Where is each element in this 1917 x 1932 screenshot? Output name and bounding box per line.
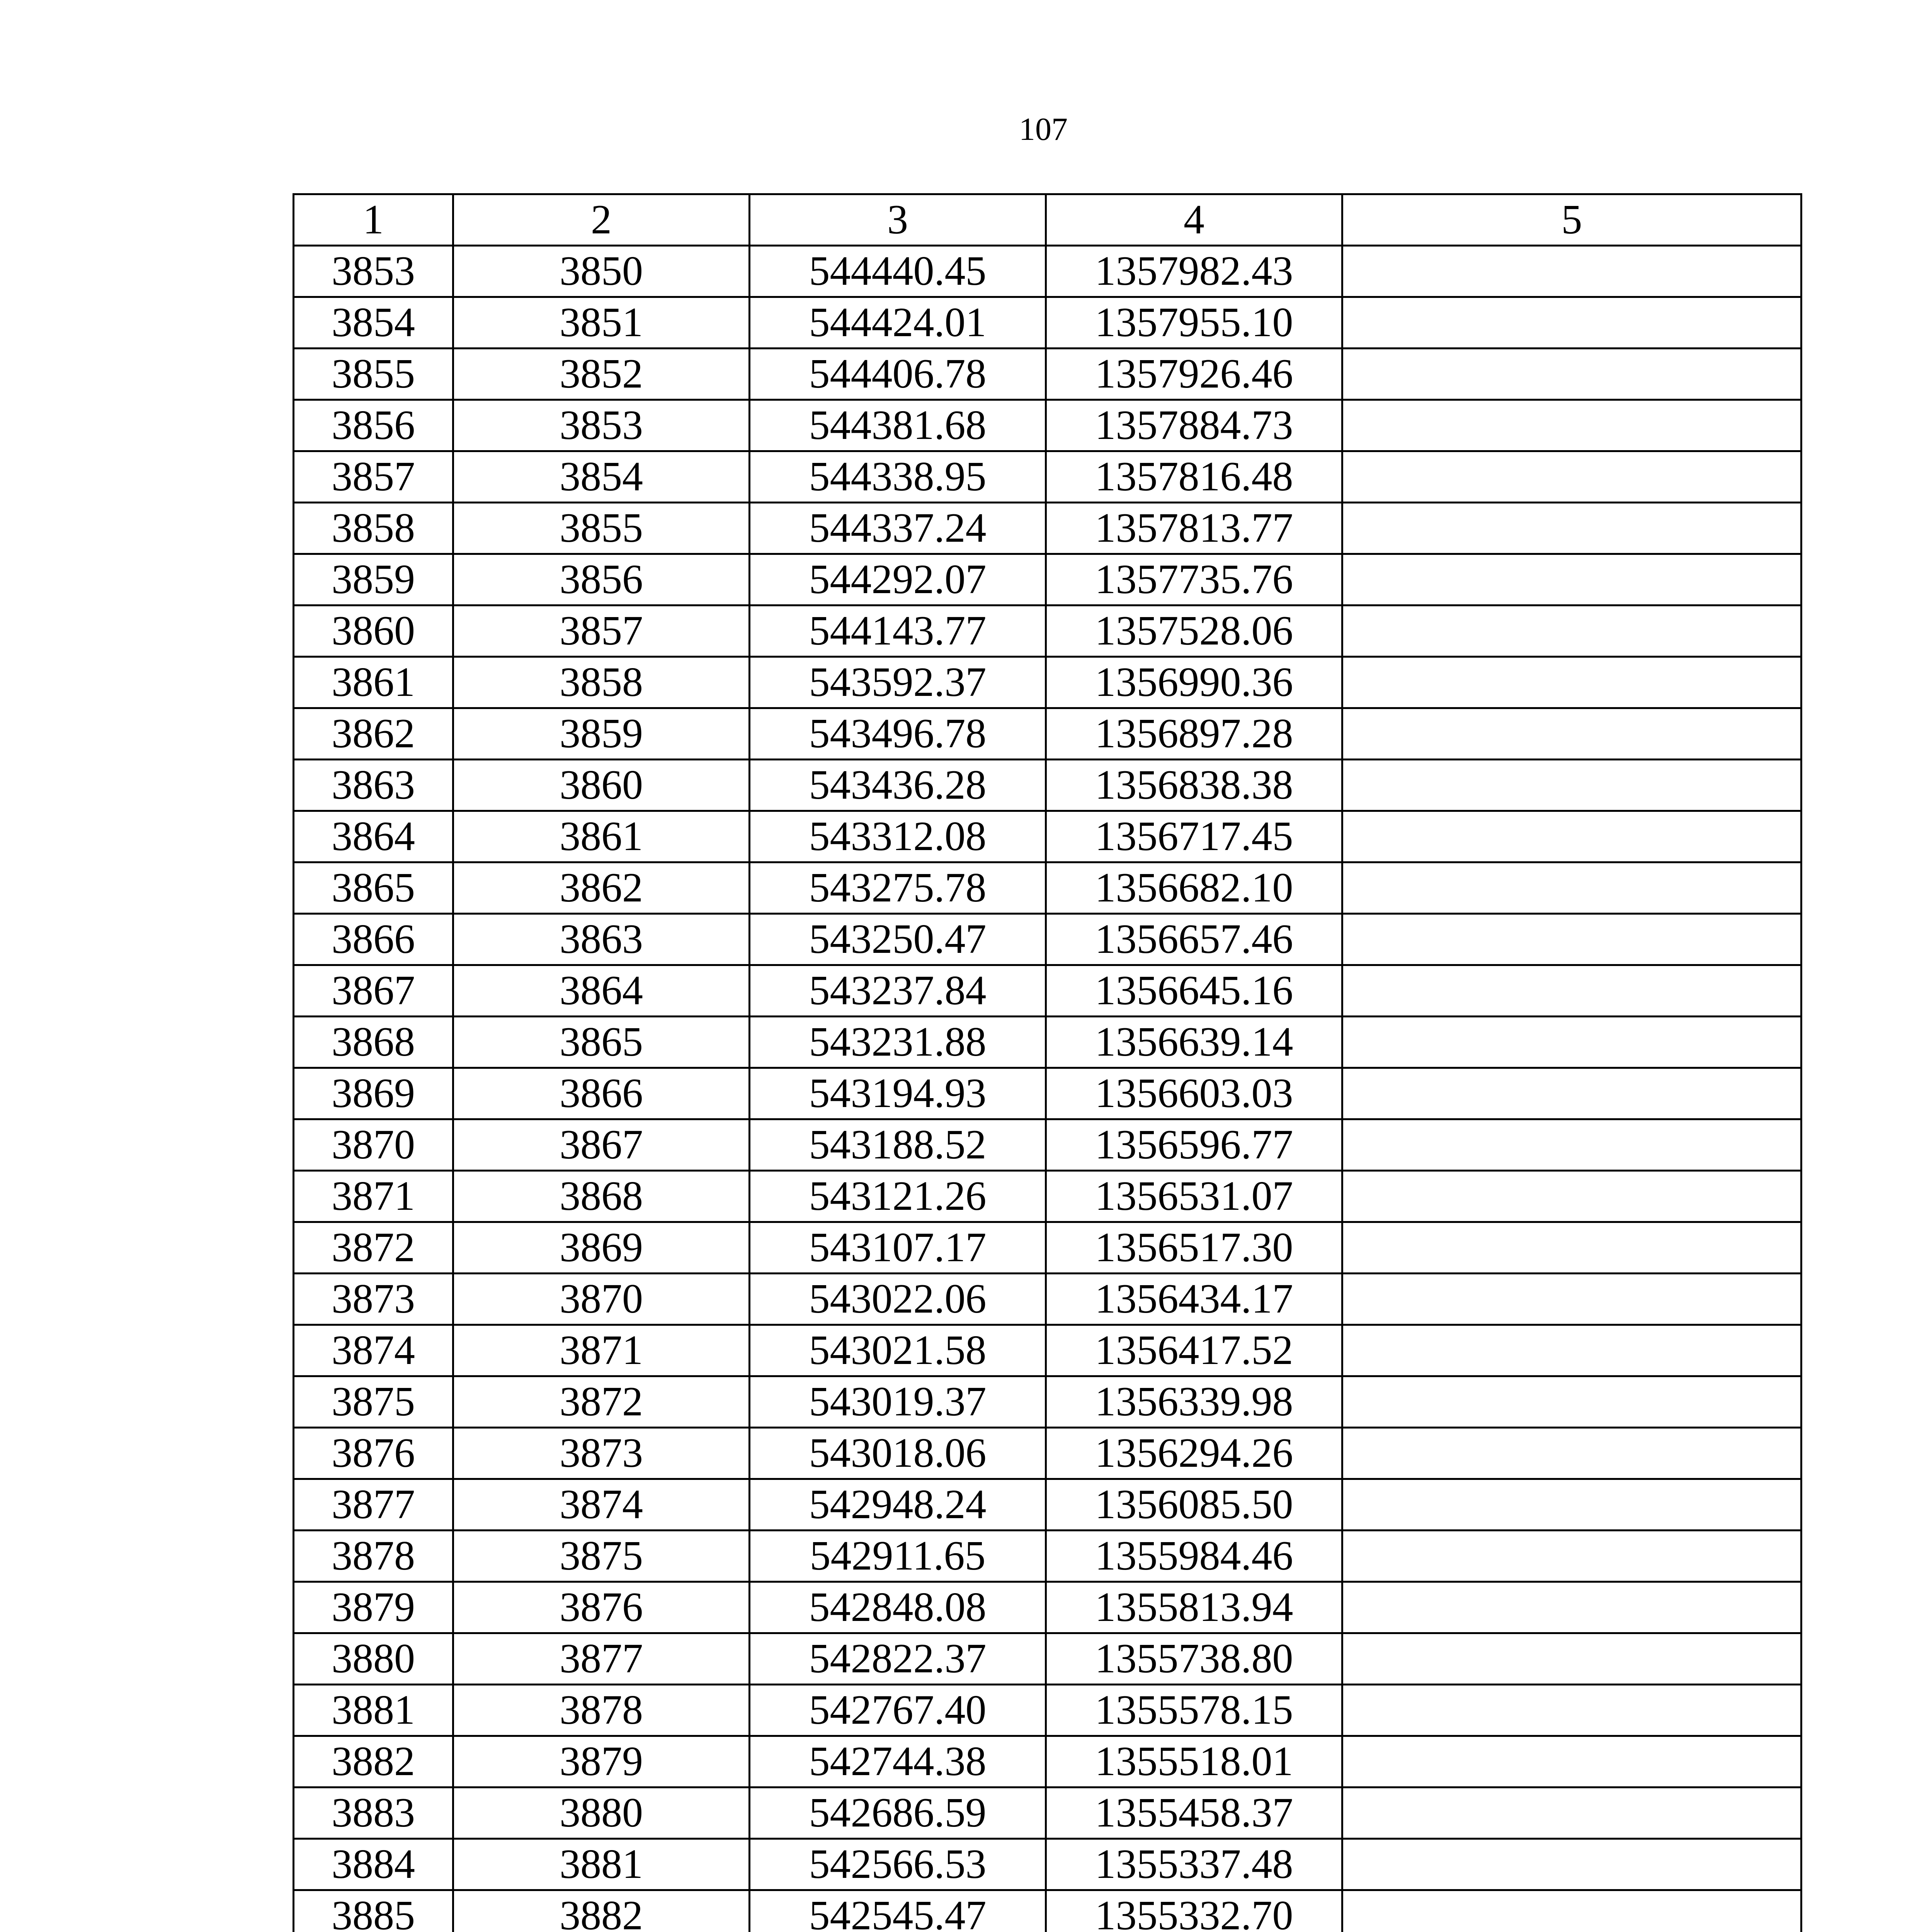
note-cell (1342, 400, 1801, 451)
y-coordinate-cell: 1355518.01 (1046, 1736, 1342, 1787)
x-coordinate-cell: 542822.37 (750, 1633, 1046, 1685)
x-coordinate-cell: 544424.01 (750, 297, 1046, 349)
x-coordinate-cell: 544338.95 (750, 451, 1046, 503)
y-coordinate-cell: 1356517.30 (1046, 1222, 1342, 1274)
table-row (294, 708, 1801, 760)
note-cell (1342, 708, 1801, 760)
row-number-cell: 3859 (294, 554, 453, 605)
note-cell (1342, 965, 1801, 1017)
y-coordinate-cell: 1357884.73 (1046, 400, 1342, 451)
point-number-cell: 3860 (453, 760, 750, 811)
x-coordinate-cell: 543018.06 (750, 1428, 1046, 1479)
note-cell (1342, 1685, 1801, 1736)
point-number-cell: 3851 (453, 297, 750, 349)
row-number-cell: 3858 (294, 503, 453, 554)
point-number-cell: 3880 (453, 1787, 750, 1839)
row-number-cell: 3860 (294, 605, 453, 657)
table-row (294, 451, 1801, 503)
row-number-cell: 3872 (294, 1222, 453, 1274)
x-coordinate-cell: 543250.47 (750, 914, 1046, 965)
note-cell (1342, 297, 1801, 349)
point-number-cell: 3882 (453, 1890, 750, 1932)
x-coordinate-cell: 544381.68 (750, 400, 1046, 451)
y-coordinate-cell: 1357955.10 (1046, 297, 1342, 349)
table-row (294, 1171, 1801, 1222)
y-coordinate-cell: 1355337.48 (1046, 1839, 1342, 1890)
note-cell (1342, 1222, 1801, 1274)
table-row (294, 1479, 1801, 1531)
point-number-cell: 3852 (453, 349, 750, 400)
x-coordinate-cell: 542744.38 (750, 1736, 1046, 1787)
point-number-cell: 3870 (453, 1274, 750, 1325)
y-coordinate-cell: 1356294.26 (1046, 1428, 1342, 1479)
x-coordinate-cell: 544440.45 (750, 246, 1046, 297)
row-number-cell: 3865 (294, 862, 453, 914)
note-cell (1342, 1171, 1801, 1222)
y-coordinate-cell: 1357813.77 (1046, 503, 1342, 554)
note-cell (1342, 246, 1801, 297)
point-number-cell: 3868 (453, 1171, 750, 1222)
note-cell (1342, 1890, 1801, 1932)
point-number-cell: 3855 (453, 503, 750, 554)
point-number-cell: 3879 (453, 1736, 750, 1787)
header-row (294, 194, 1801, 246)
row-number-cell: 3877 (294, 1479, 453, 1531)
table-row (294, 1531, 1801, 1582)
y-coordinate-cell: 1356339.98 (1046, 1376, 1342, 1428)
table-row (294, 1787, 1801, 1839)
table-row (294, 1376, 1801, 1428)
point-number-cell: 3859 (453, 708, 750, 760)
table-row (294, 1119, 1801, 1171)
point-number-cell: 3858 (453, 657, 750, 708)
table-row (294, 1017, 1801, 1068)
table-row (294, 760, 1801, 811)
x-coordinate-cell: 543019.37 (750, 1376, 1046, 1428)
row-number-cell: 3864 (294, 811, 453, 862)
y-coordinate-cell: 1357982.43 (1046, 246, 1342, 297)
row-number-cell: 3853 (294, 246, 453, 297)
note-cell (1342, 1068, 1801, 1119)
row-number-cell: 3875 (294, 1376, 453, 1428)
table-body (294, 246, 1801, 1932)
x-coordinate-cell: 544406.78 (750, 349, 1046, 400)
x-coordinate-cell: 543496.78 (750, 708, 1046, 760)
point-number-cell: 3874 (453, 1479, 750, 1531)
note-cell (1342, 1017, 1801, 1068)
y-coordinate-cell: 1355984.46 (1046, 1531, 1342, 1582)
y-coordinate-cell: 1356682.10 (1046, 862, 1342, 914)
y-coordinate-cell: 1355813.94 (1046, 1582, 1342, 1633)
y-coordinate-cell: 1356603.03 (1046, 1068, 1342, 1119)
y-coordinate-cell: 1355578.15 (1046, 1685, 1342, 1736)
table-row (294, 503, 1801, 554)
y-coordinate-cell: 1356990.36 (1046, 657, 1342, 708)
x-coordinate-cell: 544292.07 (750, 554, 1046, 605)
row-number-cell: 3856 (294, 400, 453, 451)
row-number-cell: 3873 (294, 1274, 453, 1325)
row-number-cell: 3871 (294, 1171, 453, 1222)
table-row (294, 1633, 1801, 1685)
y-coordinate-cell: 1355458.37 (1046, 1787, 1342, 1839)
point-number-cell: 3854 (453, 451, 750, 503)
x-coordinate-cell: 543237.84 (750, 965, 1046, 1017)
table-row (294, 657, 1801, 708)
point-number-cell: 3877 (453, 1633, 750, 1685)
x-coordinate-cell: 544143.77 (750, 605, 1046, 657)
note-cell (1342, 657, 1801, 708)
row-number-cell: 3857 (294, 451, 453, 503)
row-number-cell: 3874 (294, 1325, 453, 1376)
y-coordinate-cell: 1357735.76 (1046, 554, 1342, 605)
table-row (294, 554, 1801, 605)
x-coordinate-cell: 543021.58 (750, 1325, 1046, 1376)
x-coordinate-cell: 542545.47 (750, 1890, 1046, 1932)
column-header-2: 2 (453, 194, 750, 246)
row-number-cell: 3868 (294, 1017, 453, 1068)
table-row (294, 811, 1801, 862)
note-cell (1342, 1531, 1801, 1582)
row-number-cell: 3869 (294, 1068, 453, 1119)
row-number-cell: 3854 (294, 297, 453, 349)
table-row (294, 1068, 1801, 1119)
row-number-cell: 3870 (294, 1119, 453, 1171)
table-row (294, 349, 1801, 400)
x-coordinate-cell: 542848.08 (750, 1582, 1046, 1633)
table-row (294, 1274, 1801, 1325)
row-number-cell: 3884 (294, 1839, 453, 1890)
x-coordinate-cell: 543121.26 (750, 1171, 1046, 1222)
table-row (294, 1222, 1801, 1274)
table-row (294, 297, 1801, 349)
note-cell (1342, 503, 1801, 554)
point-number-cell: 3869 (453, 1222, 750, 1274)
point-number-cell: 3856 (453, 554, 750, 605)
note-cell (1342, 451, 1801, 503)
note-cell (1342, 1274, 1801, 1325)
x-coordinate-cell: 543107.17 (750, 1222, 1046, 1274)
row-number-cell: 3855 (294, 349, 453, 400)
y-coordinate-cell: 1356639.14 (1046, 1017, 1342, 1068)
note-cell (1342, 1839, 1801, 1890)
table-row (294, 400, 1801, 451)
y-coordinate-cell: 1356897.28 (1046, 708, 1342, 760)
x-coordinate-cell: 544337.24 (750, 503, 1046, 554)
y-coordinate-cell: 1356531.07 (1046, 1171, 1342, 1222)
row-number-cell: 3882 (294, 1736, 453, 1787)
row-number-cell: 3861 (294, 657, 453, 708)
column-header-3: 3 (750, 194, 1046, 246)
x-coordinate-cell: 543592.37 (750, 657, 1046, 708)
x-coordinate-cell: 543312.08 (750, 811, 1046, 862)
row-number-cell: 3880 (294, 1633, 453, 1685)
note-cell (1342, 1119, 1801, 1171)
note-cell (1342, 1325, 1801, 1376)
x-coordinate-cell: 542566.53 (750, 1839, 1046, 1890)
note-cell (1342, 349, 1801, 400)
column-header-1: 1 (294, 194, 453, 246)
point-number-cell: 3878 (453, 1685, 750, 1736)
point-number-cell: 3863 (453, 914, 750, 965)
y-coordinate-cell: 1356085.50 (1046, 1479, 1342, 1531)
row-number-cell: 3881 (294, 1685, 453, 1736)
note-cell (1342, 811, 1801, 862)
note-cell (1342, 760, 1801, 811)
x-coordinate-cell: 542911.65 (750, 1531, 1046, 1582)
note-cell (1342, 862, 1801, 914)
x-coordinate-cell: 542686.59 (750, 1787, 1046, 1839)
table-row (294, 1736, 1801, 1787)
y-coordinate-cell: 1357528.06 (1046, 605, 1342, 657)
row-number-cell: 3879 (294, 1582, 453, 1633)
table-row (294, 914, 1801, 965)
point-number-cell: 3873 (453, 1428, 750, 1479)
y-coordinate-cell: 1356596.77 (1046, 1119, 1342, 1171)
row-number-cell: 3863 (294, 760, 453, 811)
x-coordinate-cell: 542767.40 (750, 1685, 1046, 1736)
table-row (294, 1325, 1801, 1376)
row-number-cell: 3862 (294, 708, 453, 760)
note-cell (1342, 1376, 1801, 1428)
note-cell (1342, 1479, 1801, 1531)
y-coordinate-cell: 1356657.46 (1046, 914, 1342, 965)
row-number-cell: 3883 (294, 1787, 453, 1839)
x-coordinate-cell: 543275.78 (750, 862, 1046, 914)
table-row (294, 1582, 1801, 1633)
point-number-cell: 3871 (453, 1325, 750, 1376)
y-coordinate-cell: 1356417.52 (1046, 1325, 1342, 1376)
point-number-cell: 3857 (453, 605, 750, 657)
row-number-cell: 3885 (294, 1890, 453, 1932)
row-number-cell: 3876 (294, 1428, 453, 1479)
x-coordinate-cell: 543188.52 (750, 1119, 1046, 1171)
table-row (294, 1685, 1801, 1736)
x-coordinate-cell: 542948.24 (750, 1479, 1046, 1531)
note-cell (1342, 605, 1801, 657)
x-coordinate-cell: 543194.93 (750, 1068, 1046, 1119)
note-cell (1342, 1428, 1801, 1479)
y-coordinate-cell: 1357816.48 (1046, 451, 1342, 503)
table-row (294, 1428, 1801, 1479)
x-coordinate-cell: 543436.28 (750, 760, 1046, 811)
table-row (294, 1839, 1801, 1890)
table-row (294, 246, 1801, 297)
point-number-cell: 3881 (453, 1839, 750, 1890)
y-coordinate-cell: 1356717.45 (1046, 811, 1342, 862)
point-number-cell: 3864 (453, 965, 750, 1017)
point-number-cell: 3866 (453, 1068, 750, 1119)
point-number-cell: 3876 (453, 1582, 750, 1633)
row-number-cell: 3878 (294, 1531, 453, 1582)
column-header-5: 5 (1342, 194, 1801, 246)
point-number-cell: 3875 (453, 1531, 750, 1582)
point-number-cell: 3850 (453, 246, 750, 297)
note-cell (1342, 914, 1801, 965)
note-cell (1342, 554, 1801, 605)
table-header (294, 194, 1801, 246)
y-coordinate-cell: 1356434.17 (1046, 1274, 1342, 1325)
y-coordinate-cell: 1355738.80 (1046, 1633, 1342, 1685)
y-coordinate-cell: 1357926.46 (1046, 349, 1342, 400)
coordinates-table (293, 193, 1802, 1932)
note-cell (1342, 1787, 1801, 1839)
point-number-cell: 3867 (453, 1119, 750, 1171)
page-number: 107 (1019, 111, 1068, 147)
point-number-cell: 3865 (453, 1017, 750, 1068)
note-cell (1342, 1736, 1801, 1787)
note-cell (1342, 1633, 1801, 1685)
y-coordinate-cell: 1356645.16 (1046, 965, 1342, 1017)
x-coordinate-cell: 543022.06 (750, 1274, 1046, 1325)
x-coordinate-cell: 543231.88 (750, 1017, 1046, 1068)
point-number-cell: 3861 (453, 811, 750, 862)
column-header-4: 4 (1046, 194, 1342, 246)
point-number-cell: 3872 (453, 1376, 750, 1428)
row-number-cell: 3867 (294, 965, 453, 1017)
table-row (294, 862, 1801, 914)
table-row (294, 605, 1801, 657)
y-coordinate-cell: 1355332.70 (1046, 1890, 1342, 1932)
point-number-cell: 3862 (453, 862, 750, 914)
note-cell (1342, 1582, 1801, 1633)
table-row (294, 965, 1801, 1017)
y-coordinate-cell: 1356838.38 (1046, 760, 1342, 811)
row-number-cell: 3866 (294, 914, 453, 965)
table-row (294, 1890, 1801, 1932)
point-number-cell: 3853 (453, 400, 750, 451)
